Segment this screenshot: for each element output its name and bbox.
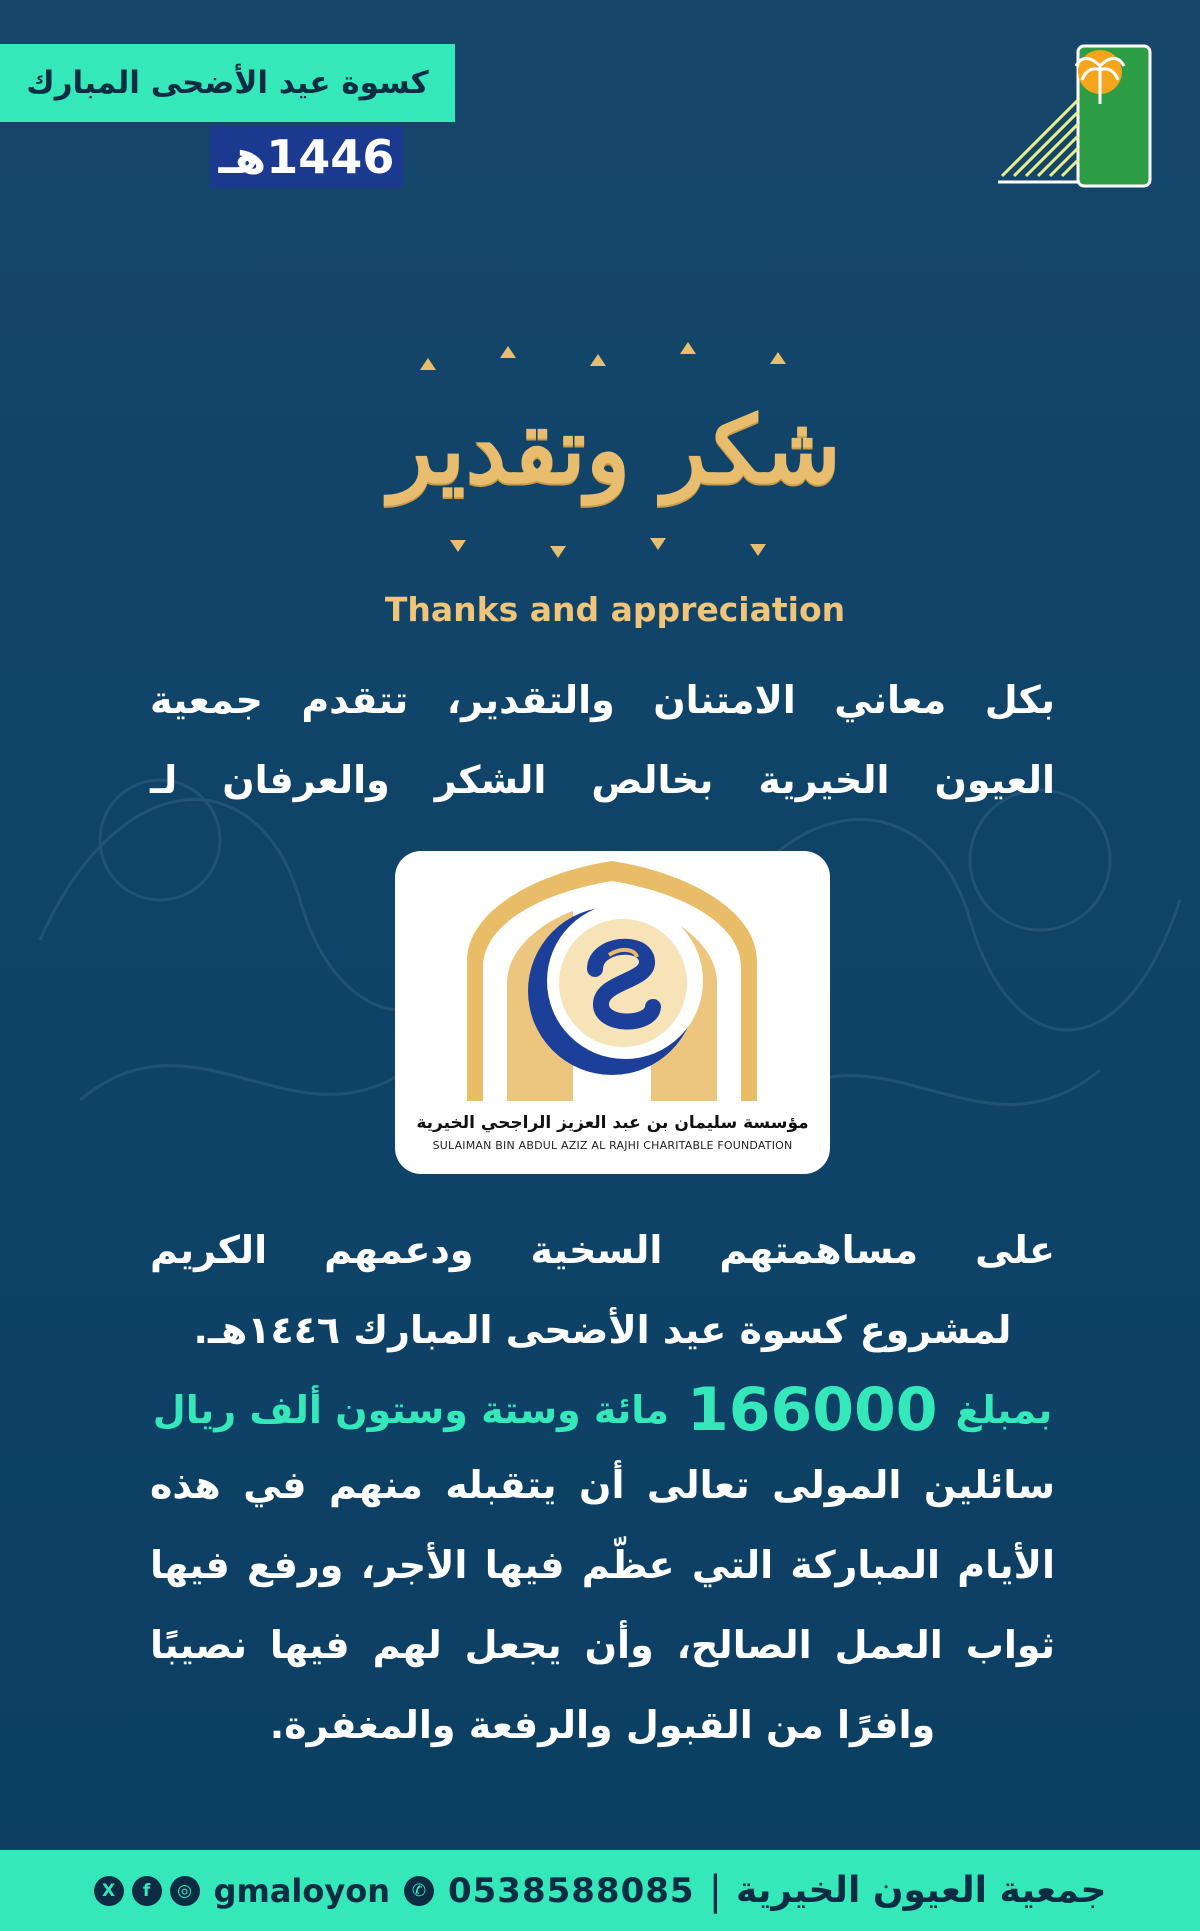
footer-phone[interactable]: 0538588085 xyxy=(447,1870,695,1911)
campaign-title: كسوة عيد الأضحى المبارك xyxy=(26,65,429,101)
intro-paragraph xyxy=(150,660,1055,830)
campaign-title-badge xyxy=(0,44,455,122)
calligraphy-text: شكر وتقدير xyxy=(389,396,841,504)
campaign-year: 1446هـ xyxy=(218,130,395,184)
intro-line-1: بكل معاني الامتنان والتقدير، تتقدم جمعية xyxy=(150,678,1055,722)
contribution-paragraph xyxy=(150,1210,1055,1370)
closing-line-3: ثواب العمل الصالح، وأن يجعل لهم فيها نصيبًا xyxy=(150,1623,1055,1667)
amount-words: مائة وستة وستون ألف ريال xyxy=(152,1388,670,1432)
contribution-line-1: على مساهمتهم السخية ودعمهم الكريم xyxy=(150,1228,1055,1272)
footer-divider: | xyxy=(708,1867,723,1914)
social-icons xyxy=(94,1876,200,1906)
organization-logo xyxy=(992,44,1154,188)
calligraphy-heading xyxy=(380,340,850,560)
closing-line-1: سائلين المولى تعالى أن يتقبله منهم في هذه xyxy=(150,1463,1055,1507)
closing-line-2: الأيام المباركة التي عظّم فيها الأجر، ورفع فيها xyxy=(150,1543,1055,1587)
partner-emblem xyxy=(395,851,830,1111)
footer-org-name: جمعية العيون الخيرية xyxy=(736,1870,1107,1911)
intro-line-2: العيون الخيرية بخالص الشكر والعرفان لـ xyxy=(150,758,1055,802)
x-icon[interactable]: X xyxy=(94,1876,124,1906)
footer-bar xyxy=(0,1850,1200,1931)
closing-paragraph xyxy=(150,1445,1055,1775)
partner-name-arabic: مؤسسة سليمان بن عبد العزيز الراجحي الخيرية xyxy=(416,1113,809,1133)
heading-subtitle: Thanks and appreciation xyxy=(384,590,846,629)
campaign-year-badge xyxy=(210,126,403,188)
partner-name-english: SULAIMAN BIN ABDUL AZIZ AL RAJHI CHARITABLE FOUNDATION xyxy=(432,1139,793,1152)
contribution-line-2: لمشروع كسوة عيد الأضحى المبارك ١٤٤٦هـ. xyxy=(193,1308,1012,1352)
amount-value: 166000 xyxy=(687,1375,938,1445)
partner-logo-card xyxy=(395,851,830,1174)
instagram-icon[interactable]: ◎ xyxy=(170,1876,200,1906)
amount-prefix: بمبلغ xyxy=(955,1388,1053,1432)
donation-amount xyxy=(150,1370,1055,1450)
closing-line-4: وافرًا من القبول والرفعة والمغفرة. xyxy=(269,1703,936,1747)
footer-social-handle[interactable]: gmaloyon xyxy=(213,1871,390,1910)
whatsapp-icon[interactable]: ✆ xyxy=(404,1876,434,1906)
facebook-icon[interactable]: f xyxy=(132,1876,162,1906)
